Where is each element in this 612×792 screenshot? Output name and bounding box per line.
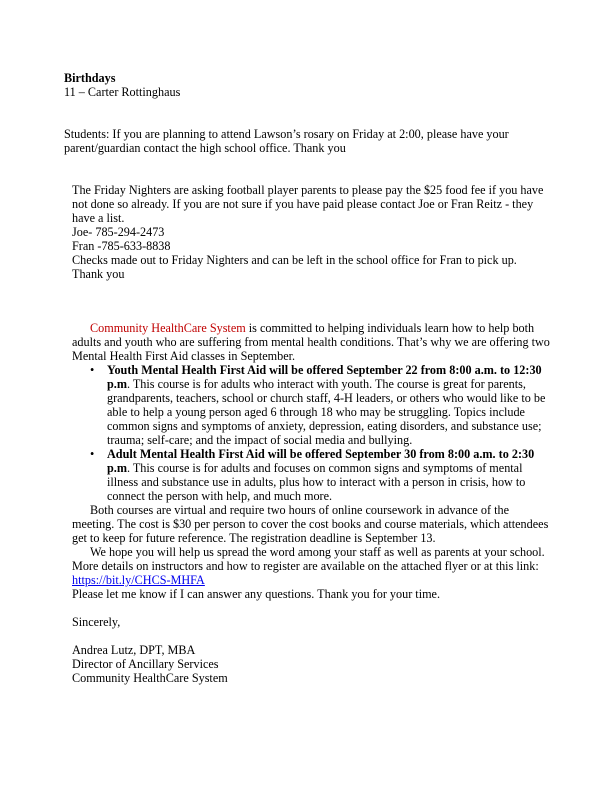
students-notice: [64, 127, 550, 155]
signer-title: Director of Ancillary Services: [72, 657, 219, 671]
closing: Sincerely,: [72, 615, 121, 629]
course-item-youth: [90, 363, 550, 447]
contact-joe: Joe- 785-294-2473: [72, 225, 165, 239]
friday-nighters-thanks: Thank you: [72, 267, 125, 281]
course-body: . This course is for adults and focuses on common signs and symptoms of mental illness and substance use in adults, plus how to interact with a person in crisis, how to connect the person with help, and much more.: [107, 461, 526, 503]
checks-note: Checks made out to Friday Nighters and can be left in the school office for Fran to pick up.: [72, 253, 517, 267]
course-title: Adult Mental Health First Aid will be offered September 30 from 8:00 a.m. to 2:30 p.m: [107, 447, 535, 475]
org-name: Community HealthCare System: [90, 321, 246, 335]
students-notice-text: Students: If you are planning to attend Lawson’s rosary on Friday at 2:00, please have your parent/guardian contact the high school office. Thank you: [64, 127, 509, 155]
signer-name: Andrea Lutz, DPT, MBA: [72, 643, 196, 657]
birthday-entry: 11 – Carter Rottinghaus: [64, 85, 181, 99]
healthcare-intro: [72, 321, 550, 363]
bullet-icon: •: [90, 363, 95, 377]
course-list: [90, 363, 550, 503]
bullet-icon: •: [90, 447, 95, 461]
intro-text: is committed to helping individuals learn how to help both adults and youth who are suffering from mental health conditions. That’s why we are offering two Mental Health First Aid classes in September.: [72, 321, 550, 363]
course-title: Youth Mental Health First Aid will be offered September 22 from 8:00 a.m. to 12:30 p.m: [107, 363, 542, 391]
healthcare-letter: [72, 321, 550, 685]
friday-nighters-text: The Friday Nighters are asking football player parents to please pay the $25 food fee if you have not done so already. If you are not sure if you have paid please contact Joe or Fran Reitz - they have a list.: [72, 183, 544, 225]
course-body: . This course is for adults who interact with youth. The course is great for parents, grandparents, teachers, school or church staff, 4-H leaders, or others who would like to be able to help a young person aged 6 through 18 who may be struggling. Topics include common signs and symptoms of anxiety, depression, eating disorders, and substance use; trauma; self-care; and the impact of social media and bullying.: [107, 377, 546, 447]
course-item-adult: [90, 447, 550, 503]
spread-word-para: [72, 545, 550, 587]
signer-org: Community HealthCare System: [72, 671, 228, 685]
contact-fran: Fran -785-633-8838: [72, 239, 171, 253]
friday-nighters-section: [72, 183, 550, 281]
registration-link[interactable]: https://bit.ly/CHCS-MHFA: [72, 573, 205, 587]
virtual-courses-para: Both courses are virtual and require two hours of online coursework in advance of the meeting. The cost is $30 per person to cover the cost books and course materials, which attendees get to keep for future reference. The registration deadline is September 13.: [72, 503, 549, 545]
spread-word-text: We hope you will help us spread the word among your staff as well as parents at your school. More details on instructors and how to register are available on the attached flyer or at this link:: [72, 545, 545, 573]
birthdays-heading: Birthdays: [64, 71, 116, 85]
birthdays-section: [64, 71, 564, 99]
questions-line: Please let me know if I can answer any questions. Thank you for your time.: [72, 587, 441, 601]
